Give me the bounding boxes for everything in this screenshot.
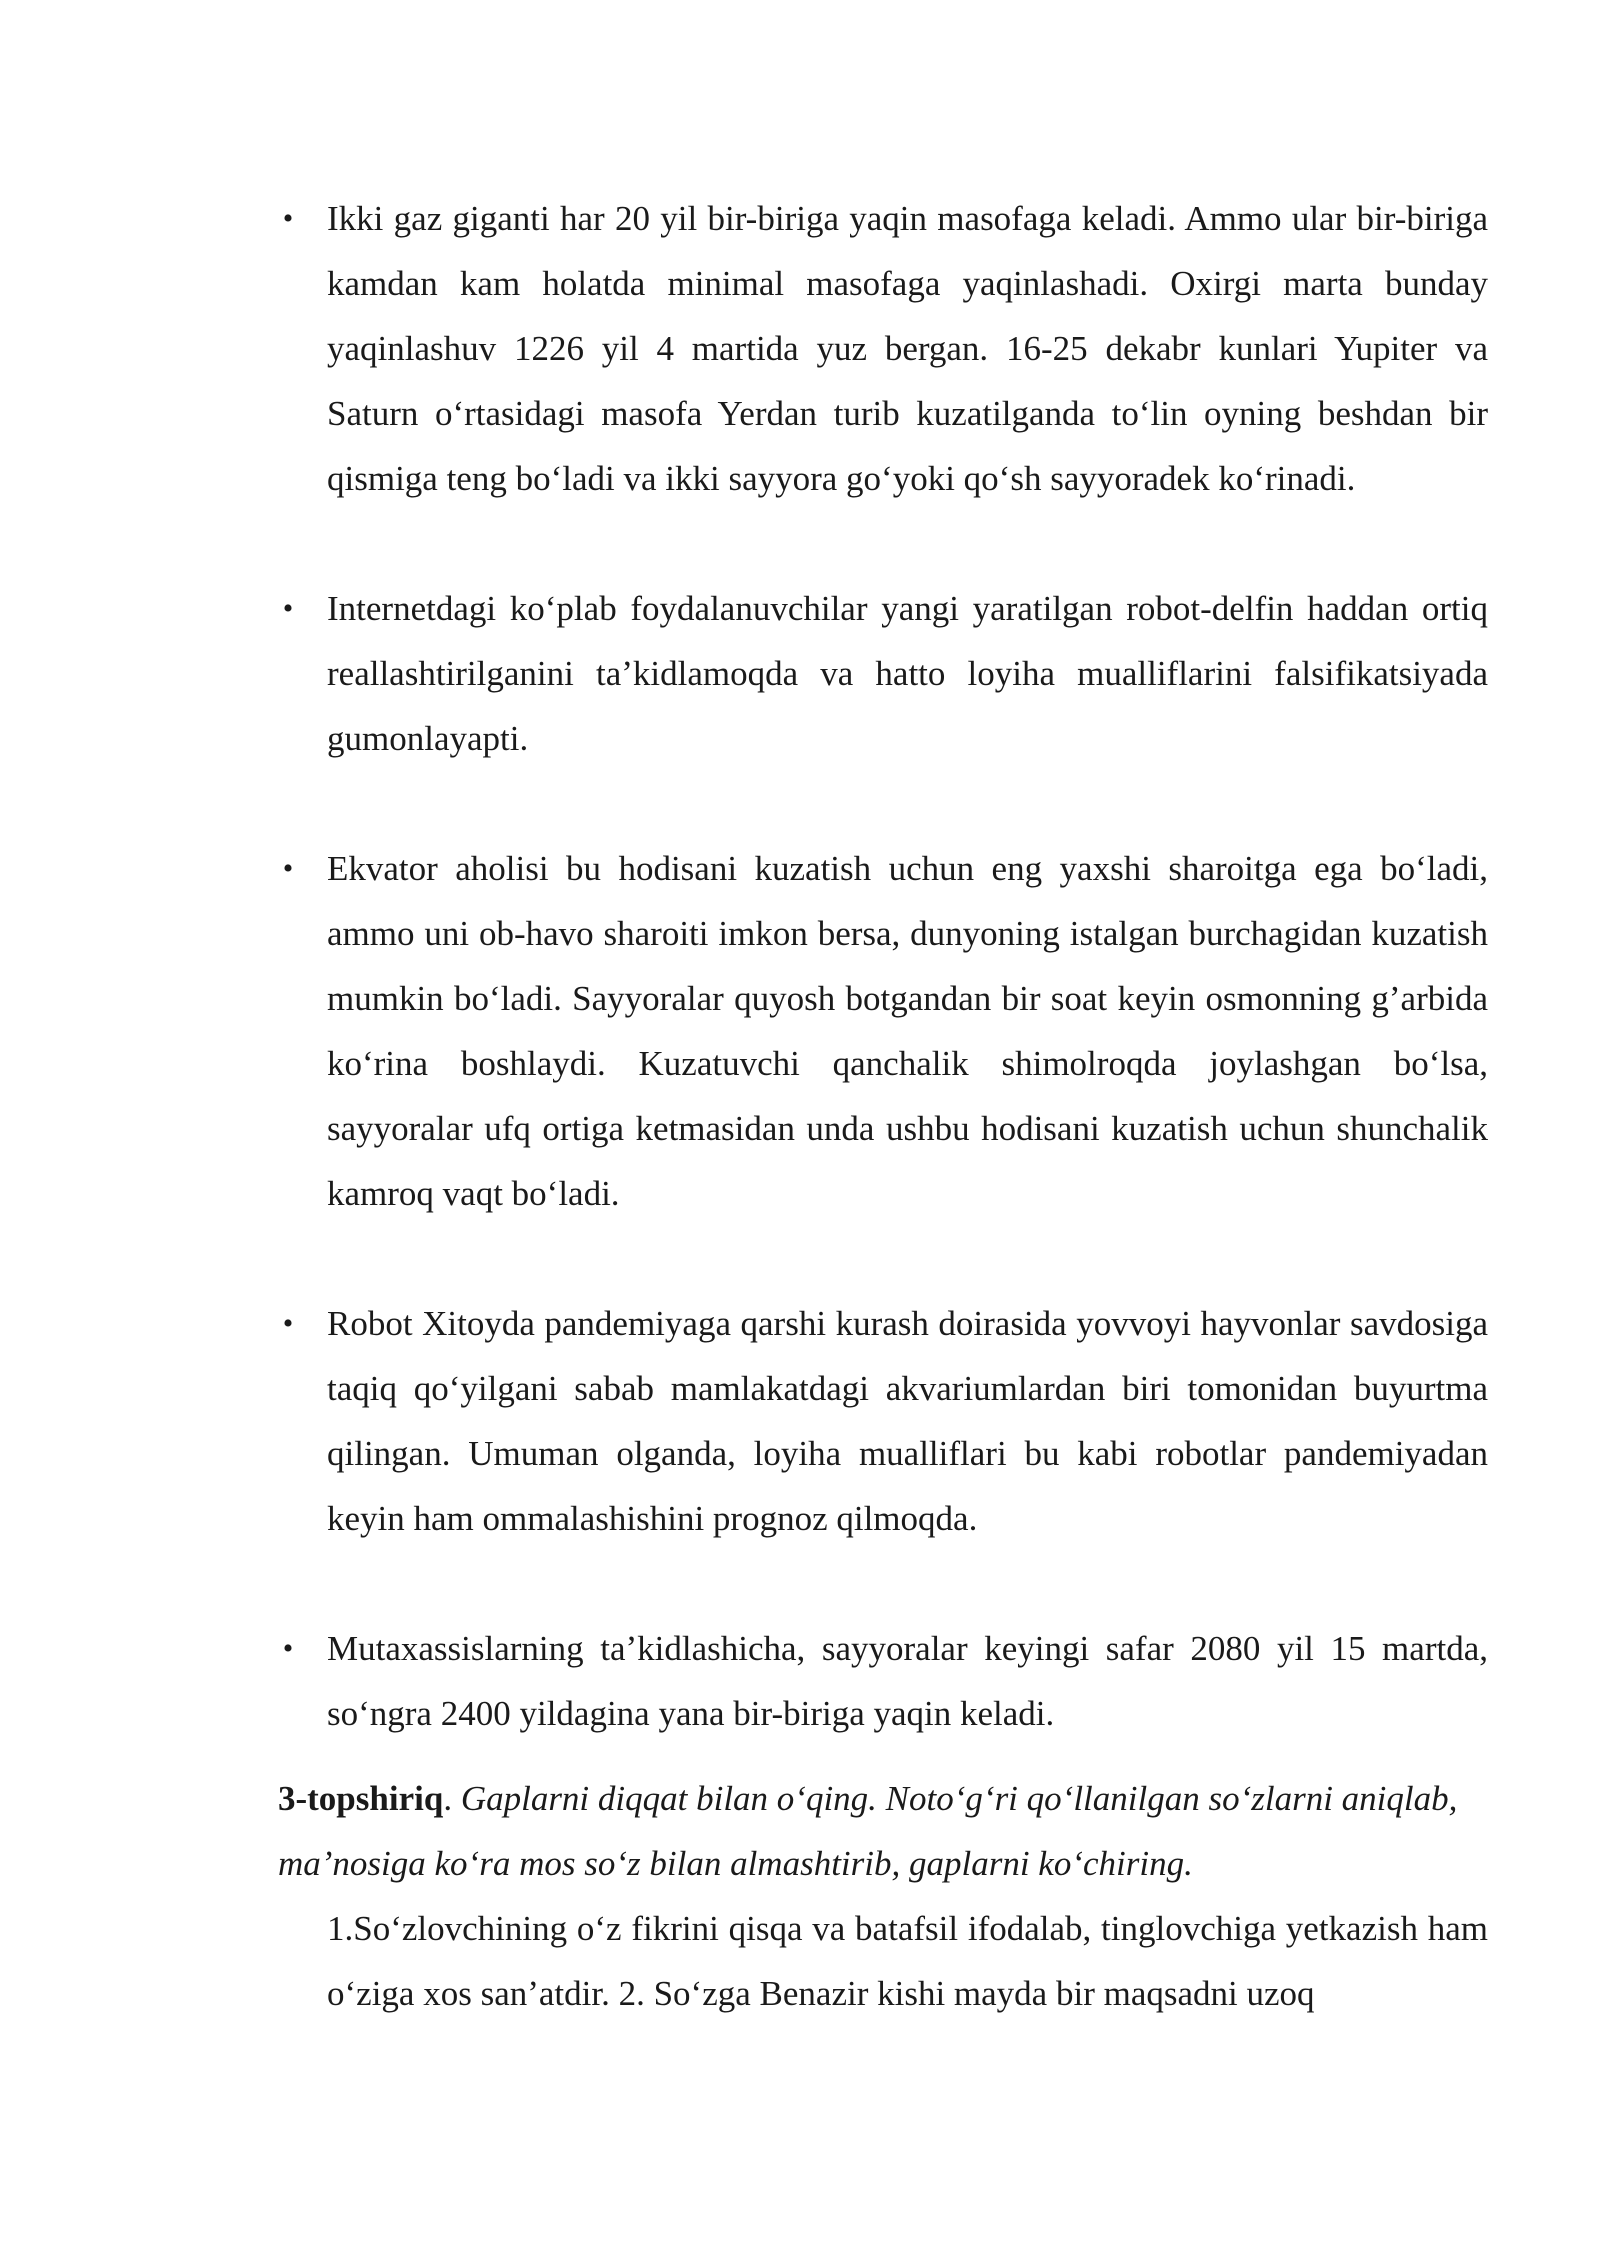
list-item	[278, 836, 1488, 1226]
task-body: 1.Soʻzlovchining oʻz fikrini qisqa va batafsil ifodalab, tinglovchiga yetkazish ham oʻziga xos sanʼatdir. 2. Soʻzga Benazir kishi mayda bir maqsadni uzoq	[327, 1909, 1488, 2013]
bullet-icon: •	[282, 1307, 294, 1340]
list-item-text: Internetdagi koʻplab foydalanuvchilar yangi yaratilgan robot-delfin haddan ortiq reallashtirilganini taʼkidlamoqda va hatto loyiha mualliflarini falsifikatsiyada gumonlayapti.	[327, 589, 1488, 758]
task-separator: .	[443, 1779, 453, 1818]
bullet-icon: •	[282, 592, 294, 625]
list-item-text: Robot Xitoyda pandemiyaga qarshi kurash doirasida yovvoyi hayvonlar savdosiga taqiq qoʻyilgani sabab mamlakatdagi akvariumlardan biri tomonidan buyurtma qilingan. Umuman olganda, loyiha mualliflari bu kabi robotlar pandemiyadan keyin ham ommalashishini prognoz qilmoqda.	[327, 1304, 1488, 1538]
task-instruction: Gaplarni diqqat bilan oʻqing. Notoʻgʻri qoʻllanilgan soʻzlarni aniqlab, maʼnosiga koʻra mos soʻz bilan almashtirib, gaplarni koʻchiring.	[278, 1779, 1458, 1883]
task-heading	[278, 1766, 1488, 1896]
list-item	[278, 576, 1488, 771]
list-item	[278, 1291, 1488, 1551]
document-content	[278, 186, 1488, 2026]
list-item	[278, 1616, 1488, 1746]
list-item	[278, 186, 1488, 511]
bullet-icon: •	[282, 1632, 294, 1665]
list-item-text: Mutaxassislarning taʼkidlashicha, sayyoralar keyingi safar 2080 yil 15 martda, soʻngra 2400 yildagina yana bir-biriga yaqin keladi.	[327, 1629, 1488, 1733]
list-item-text: Ekvator aholisi bu hodisani kuzatish uchun eng yaxshi sharoitga ega boʻladi, ammo uni ob-havo sharoiti imkon bersa, dunyoning istalgan burchagidan kuzatish mumkin boʻladi. Sayyoralar quyosh botgandan bir soat keyin osmonning g’arbida koʻrina boshlaydi. Kuzatuvchi qanchalik shimolroqda joylashgan boʻlsa, sayyoralar ufq ortiga ketmasidan unda ushbu hodisani kuzatish uchun shunchalik kamroq vaqt boʻladi.	[327, 849, 1488, 1213]
bullet-icon: •	[282, 202, 294, 235]
bullet-list	[278, 186, 1488, 1746]
task-label: 3-topshiriq	[278, 1779, 444, 1818]
list-item-text: Ikki gaz giganti har 20 yil bir-biriga yaqin masofaga keladi. Ammo ular bir-biriga kamdan kam holatda minimal masofaga yaqinlashadi. Oxirgi marta bunday yaqinlashuv 1226 yil 4 martida yuz bergan. 16-25 dekabr kunlari Yupiter va Saturn oʻrtasidagi masofa Yerdan turib kuzatilganda toʻlin oyning beshdan bir qismiga teng boʻladi va ikki sayyora goʻyoki qoʻsh sayyoradek koʻrinadi.	[327, 199, 1488, 498]
bullet-icon: •	[282, 852, 294, 885]
